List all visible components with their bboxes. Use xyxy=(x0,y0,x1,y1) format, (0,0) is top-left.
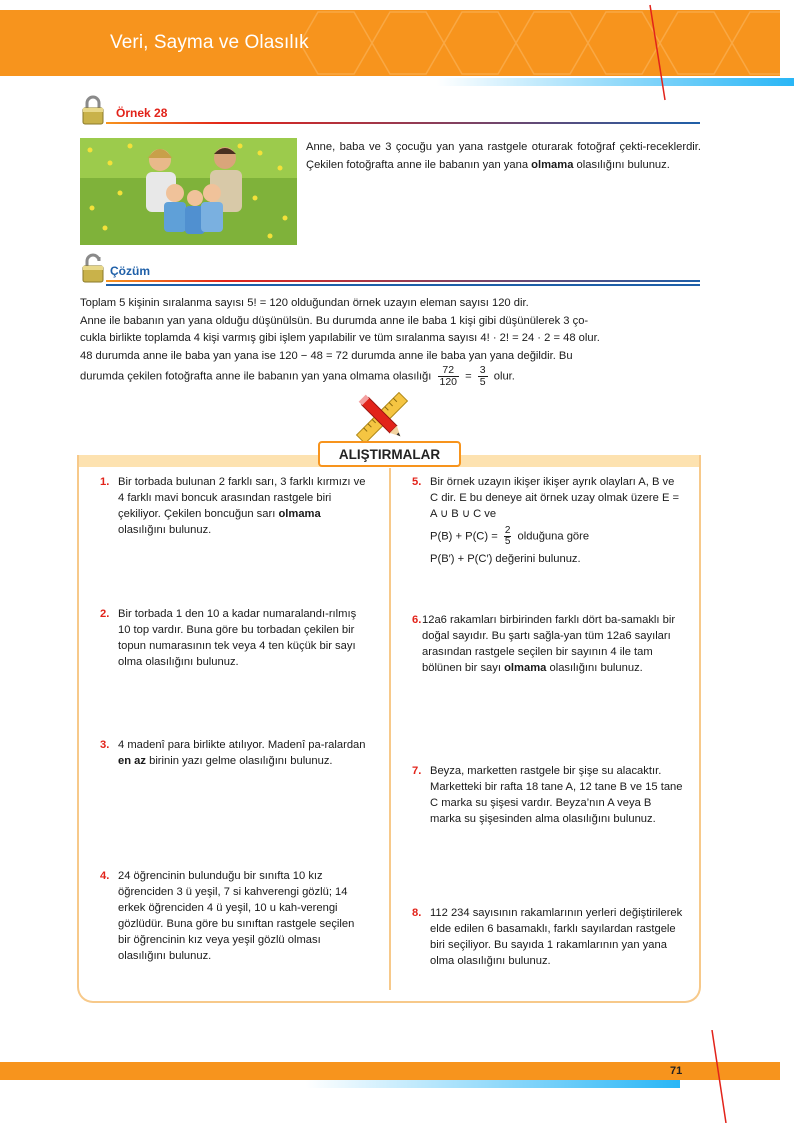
exercise-4 xyxy=(100,868,368,964)
exercises-title-box xyxy=(318,441,461,467)
exercise-text-b: olasılığını bulunuz. xyxy=(546,662,643,674)
exercise-number: 5. xyxy=(412,476,422,488)
footer-band xyxy=(0,1062,780,1080)
solution-underline-2 xyxy=(106,284,700,286)
example-underline xyxy=(106,122,700,124)
exercise-text-bold: olmama xyxy=(278,508,321,520)
header-accent-line xyxy=(0,0,794,110)
example-text-b: olasılığını bulunuz. xyxy=(573,159,670,171)
exercise-number: 7. xyxy=(412,765,422,777)
exercise-7 xyxy=(412,763,684,827)
condition-text: olduğuna göre xyxy=(517,530,590,543)
exercise-8 xyxy=(412,905,684,969)
fraction-denominator: 120 xyxy=(439,376,458,388)
exercise-text-a: Bir örnek uzayın ikişer ikişer ayrık olayları A, B ve C dir. E bu deneye ait örnek uzay olmak üzere E = A ∪ B ∪ C ve xyxy=(430,476,680,520)
exercise-text-b: birinin yazı gelme olasılığını bulunuz. xyxy=(145,755,333,767)
solution-line-5-end: olur. xyxy=(493,370,515,383)
exercise-text xyxy=(118,474,368,538)
footer-accent-line xyxy=(700,1030,740,1123)
exercise-text xyxy=(118,737,368,769)
exercise-text-bold: olmama xyxy=(504,662,547,674)
exercises-column-divider xyxy=(389,468,391,990)
exercise-1 xyxy=(100,474,368,538)
fraction-3-5 xyxy=(478,365,488,388)
solution-line-3: cukla birlikte toplamda 4 kişi varmış gibi işlem yapılabilir ve tüm sıralanma sayısı 4! · 2! = 24 · 2 = 48 olur. xyxy=(80,332,600,344)
exercise-text xyxy=(430,474,684,567)
exercise-text-a: 4 madenî para birlikte atılıyor. Madenî pa-ralardan xyxy=(118,739,366,751)
chapter-title: Veri, Sayma ve Olasılık xyxy=(110,32,309,53)
fraction-numerator: 3 xyxy=(479,364,486,376)
equals-sign: = xyxy=(465,370,472,383)
exercise-number: 6. xyxy=(412,614,422,626)
exercises-title: ALIŞTIRMALAR xyxy=(338,447,441,462)
exercise-text-a: 12a6 rakamları birbirinden farklı dört ba-samaklı bir doğal sayıdır. Bu şartı sağla-yan tüm 12a6 sayıları arasından rastgele seçilen bir sayının 4 ile tam bölünen bir sayı xyxy=(422,614,676,674)
padlock-icon xyxy=(80,252,106,284)
exercise-text-a: Bir torbada bulunan 2 farklı sarı, 3 farklı kırmızı ve 4 farklı mavi boncuk arasından rastgele biri çekiliyor. Çekilen boncuğun sarı xyxy=(118,476,366,520)
example-heading xyxy=(80,100,700,128)
example-label: Örnek 28 xyxy=(116,106,168,120)
exercise-text-bold: en az xyxy=(118,755,146,767)
exercise-text: Bir torbada 1 den 10 a kadar numaralandı-rılmış 10 top vardır. Buna göre bu torbadan çekilen bir topun numarasının tek veya 4 ten küçük bir sayı olma olasılığını bulunuz. xyxy=(118,608,357,668)
solution-line-1: Toplam 5 kişinin sıralanma sayısı 5! = 120 olduğundan örnek uzayın eleman sayısı 120 dir. xyxy=(80,297,529,309)
example-text-a: Anne, baba ve 3 çocuğu yan yana rastgele oturarak fotoğraf çekti-receklerdir. Çekilen fotoğrafta anne ile babanın yan yana xyxy=(306,141,701,171)
fraction-numerator: 2 xyxy=(504,525,511,536)
solution-body xyxy=(80,295,704,388)
exercise-number: 3. xyxy=(100,739,110,751)
solution-label: Çözüm xyxy=(110,264,150,278)
exercise-number: 2. xyxy=(100,608,110,620)
fraction-denominator: 5 xyxy=(504,536,511,547)
footer-stripe xyxy=(0,1080,680,1088)
example-question xyxy=(306,138,701,174)
exercise-6 xyxy=(412,612,684,676)
page-header xyxy=(0,0,794,92)
exercise-text xyxy=(422,612,684,676)
exercise-number: 4. xyxy=(100,870,110,882)
exercise-3 xyxy=(100,737,368,769)
exercise-number: 1. xyxy=(100,476,110,488)
fraction-2-5 xyxy=(504,526,512,547)
solution-heading xyxy=(80,258,700,286)
padlock-icon xyxy=(80,94,106,126)
fraction-denominator: 5 xyxy=(479,376,486,388)
exercise-text: 112 234 sayısının rakamlarının yerleri değiştirilerek elde edilen 6 basamaklı, farklı sayılardan rastgele biri seçiliyor. Bu sayıda 1 rakamlarının yan yana olma olasılığını bulunuz. xyxy=(430,907,683,967)
exercise-number: 8. xyxy=(412,907,422,919)
exercise-text: 24 öğrencinin bulunduğu bir sınıfta 10 kız öğrenciden 3 ü yeşil, 7 si kahverengi gözlü; 14 erkek öğrenciden 4 ü yeşil, 10 u kah-verengi gözlüdür. Buna göre bu sınıftan rastgele seçilen bir öğrencinin kız veya yeşil gözlü olması olasılığını bulunuz. xyxy=(118,870,355,962)
solution-underline xyxy=(106,280,700,282)
example-text-bold: olmama xyxy=(531,159,574,171)
exercise-text-b: olasılığını bulunuz. xyxy=(118,524,212,536)
exercise-5-condition xyxy=(430,526,684,547)
page-number: 71 xyxy=(670,1065,683,1077)
solution-line-4: 48 durumda anne ile baba yan yana ise 120 − 48 = 72 durumda anne ile baba yan yana değildir. Bu xyxy=(80,349,573,362)
solution-line-5-text: durumda çekilen fotoğrafta anne ile babanın yan yana olmama olasılığı xyxy=(80,370,432,383)
fraction-72-120 xyxy=(438,365,460,388)
exercise-2 xyxy=(100,606,368,670)
exercise-text: Beyza, marketten rastgele bir şişe su alacaktır. Marketteki bir rafta 18 tane A, 12 tane B ve 15 tane C marka su şişesi vardır. Beyza’nın A veya B marka su şişesinden alma olasılığını bulunuz. xyxy=(430,765,683,825)
exercise-5 xyxy=(412,474,684,567)
solution-line-5 xyxy=(80,365,704,388)
family-photo xyxy=(80,138,297,245)
fraction-numerator: 72 xyxy=(438,365,460,377)
solution-line-2: Anne ile babanın yan yana olduğu düşünülsün. Bu durumda anne ile baba 1 kişi gibi düşünülerek 3 ço- xyxy=(80,314,589,327)
ruler-pencil-icon xyxy=(354,392,410,444)
exercise-5-question: P(B′) + P(C′) değerini bulunuz. xyxy=(430,553,581,565)
probability-sum: P(B) + P(C) = xyxy=(430,530,498,543)
